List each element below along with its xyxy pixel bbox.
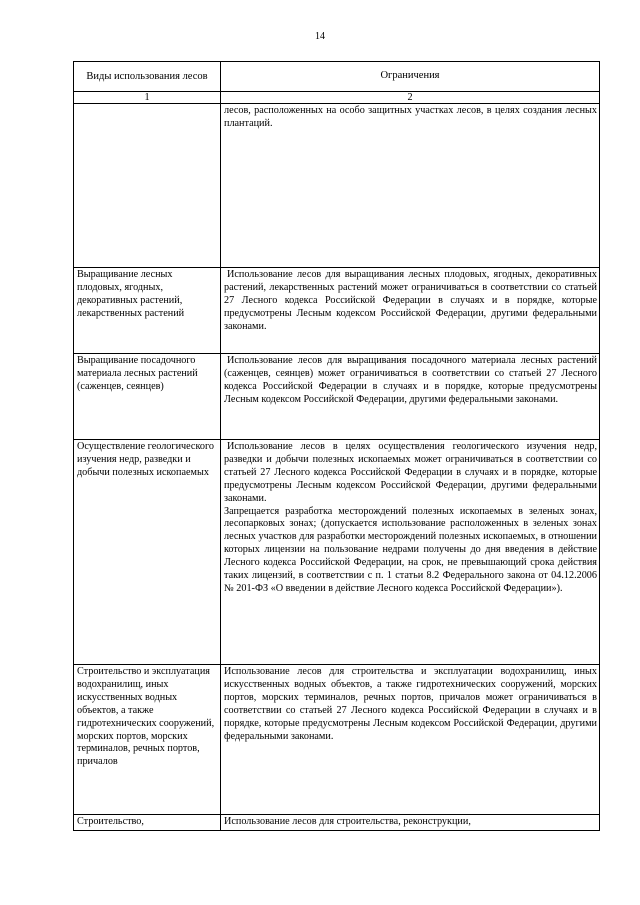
forest-use-kind-cell: Строительство,: [74, 815, 221, 831]
restriction-cell: [221, 354, 600, 440]
restriction-paragraph: Использование лесов в целях осуществления геологического изучения недр, разведки и добычи полезных ископаемых может ограничиваться в соответствии со статьей 27 Лесного кодекса Российской Федерации в случаях и в порядке, которые предусмотрены Лесным кодексом Российской Федерации, другими федеральными законами.: [224, 441, 597, 504]
restriction-cell: [221, 268, 600, 354]
table-header-row: [74, 62, 600, 92]
restrictions-table: [73, 61, 600, 831]
restriction-cell: [221, 815, 600, 831]
restriction-paragraph: Использование лесов для строительства, реконструкции,: [224, 816, 471, 827]
table-row: [74, 268, 600, 354]
forest-use-kind-cell: Осуществление геологического изучения недр, разведки и добычи полезных ископаемых: [74, 440, 221, 665]
restriction-paragraph: Использование лесов для выращивания лесных плодовых, ягодных, декоративных растений, лекарственных растений может ограничиваться в соответствии со статьей 27 Лесного кодекса Российской Федерации в случаях и в порядке, которые предусмотрены Лесным кодексом Российской Федерации, другими федеральными законами.: [224, 269, 597, 332]
forest-use-kind-cell: Выращивание посадочного материала лесных растений (саженцев, сеянцев): [74, 354, 221, 440]
forest-use-kind-cell: Строительство и эксплуатация водохранилищ, иных искусственных водных объектов, а также гидротехнических сооружений, морских портов, морских терминалов, речных портов, причалов: [74, 665, 221, 815]
forest-use-kind-cell: [74, 104, 221, 268]
restriction-paragraph: лесов, расположенных на особо защитных участках лесов, в целях создания лесных плантаций.: [224, 105, 597, 129]
table-row: [74, 665, 600, 815]
table-row: [74, 104, 600, 268]
page-number: 14: [315, 31, 325, 42]
restriction-cell: [221, 440, 600, 665]
column-number-1: 1: [74, 92, 221, 104]
table-row: [74, 354, 600, 440]
table-row: [74, 815, 600, 831]
table-row: [74, 440, 600, 665]
restriction-paragraph: Запрещается разработка месторождений полезных ископаемых в зеленых зонах, лесопарковых зонах; (допускается использование расположенных в зеленых зонах лесных участков для разработки месторождений полезных ископаемых, в отношении которых лицензии на пользование недрами получены до дня введения в действие Лесного кодекса Российской Федерации, на срок, не превышающий срока действия таких лицензий, в соответствии с п. 1 статьи 8.2 Федерального закона от 04.12.2006 № 201-ФЗ «О введении в действие Лесного кодекса Российской Федерации»).: [224, 505, 597, 594]
forest-use-kind-cell: Выращивание лесных плодовых, ягодных, декоративных растений, лекарственных растений: [74, 268, 221, 354]
column-number-row: [74, 92, 600, 104]
restriction-cell: [221, 104, 600, 268]
restriction-paragraph: Использование лесов для строительства и эксплуатации водохранилищ, иных искусственных водных объектов, а также гидротехнических сооружений, морских портов, морских терминалов, речных портов, причалов может ограничиваться в соответствии со статьей 27 Лесного кодекса Российской Федерации в случаях и в порядке, которые предусмотрены Лесным кодексом Российской Федерации, другими федеральными законами.: [224, 666, 597, 742]
header-restrictions: Ограничения: [221, 62, 600, 92]
column-number-2: 2: [221, 92, 600, 104]
restriction-paragraph: Использование лесов для выращивания посадочного материала лесных растений (саженцев, сеянцев) может ограничиваться в соответствии со статьей 27 Лесного кодекса Российской Федерации в случаях и в порядке, которые предусмотрены Лесным кодексом Российской Федерации, другими федеральными законами.: [224, 355, 597, 405]
header-forest-use-kind: Виды использования лесов: [74, 62, 221, 92]
restriction-cell: [221, 665, 600, 815]
